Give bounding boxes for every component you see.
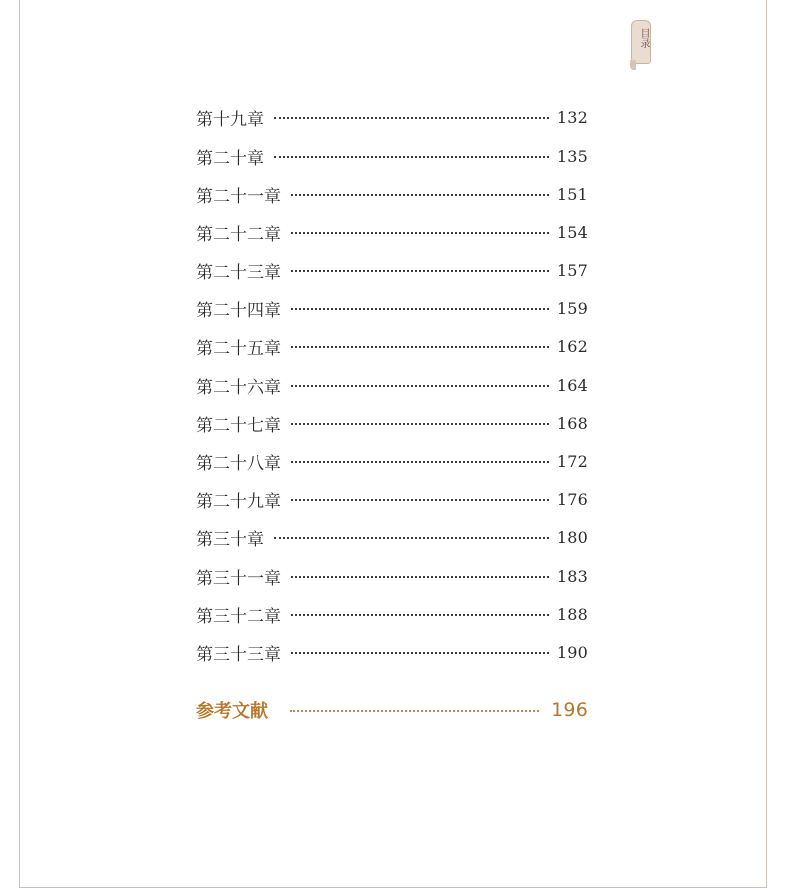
toc-entry[interactable] <box>196 446 588 476</box>
toc-entry-page: 183 <box>556 566 588 586</box>
toc-entry-page: 180 <box>556 527 588 547</box>
toc-entry[interactable] <box>196 141 588 171</box>
toc-entry-page: 132 <box>556 107 588 127</box>
bookmark-tab-label: 目录 <box>638 28 649 48</box>
dot-leader <box>291 650 549 654</box>
toc-entry[interactable] <box>196 637 588 667</box>
toc-entry-page: 162 <box>556 336 588 356</box>
toc-entry-title: 第三十章 <box>196 529 264 550</box>
toc-entry-page: 159 <box>556 298 588 318</box>
page-frame <box>19 0 767 888</box>
toc-entry-title: 第二十八章 <box>196 453 281 474</box>
dot-leader <box>274 154 549 158</box>
toc-entry-page: 164 <box>556 375 588 395</box>
toc-entry-page: 168 <box>556 413 588 433</box>
references-page: 196 <box>551 699 588 721</box>
bookmark-tab[interactable] <box>631 20 651 64</box>
dot-leader <box>291 268 549 272</box>
dot-leader <box>291 230 549 234</box>
dot-leader <box>291 306 549 310</box>
references-title: 参考文献 <box>196 701 268 722</box>
dot-leader <box>290 708 539 712</box>
dot-leader <box>274 115 549 119</box>
toc-entry[interactable] <box>196 408 588 438</box>
toc-entry[interactable] <box>196 370 588 400</box>
dot-leader <box>291 383 549 387</box>
toc-entry-page: 188 <box>556 604 588 624</box>
toc-entry[interactable] <box>196 599 588 629</box>
toc-entry-title: 第二十四章 <box>196 300 281 321</box>
toc-entry[interactable] <box>196 522 588 552</box>
toc-entry-title: 第二十六章 <box>196 377 281 398</box>
toc-entry-title: 第十九章 <box>196 109 264 130</box>
dot-leader <box>291 344 549 348</box>
toc-entry[interactable] <box>196 217 588 247</box>
dot-leader <box>274 535 549 539</box>
toc-entry-page: 151 <box>556 184 588 204</box>
toc-entry-page: 176 <box>556 489 588 509</box>
dot-leader <box>291 497 549 501</box>
toc-entry-title: 第三十三章 <box>196 644 281 665</box>
toc-entry-title: 第三十一章 <box>196 568 281 589</box>
toc-entry-page: 157 <box>556 260 588 280</box>
toc-entry[interactable] <box>196 179 588 209</box>
toc-entry[interactable] <box>196 561 588 591</box>
toc-entry-title: 第二十五章 <box>196 338 281 359</box>
toc-entry-references[interactable] <box>196 695 588 725</box>
toc-entry[interactable] <box>196 293 588 323</box>
dot-leader <box>291 421 549 425</box>
toc-entry-title: 第二十二章 <box>196 224 281 245</box>
toc-entry[interactable] <box>196 484 588 514</box>
toc-entry-page: 154 <box>556 222 588 242</box>
toc-entry-title: 第二十一章 <box>196 186 281 207</box>
toc-entry-page: 135 <box>556 146 588 166</box>
toc-entry-page: 190 <box>556 642 588 662</box>
dot-leader <box>291 612 549 616</box>
toc-entry-title: 第二十三章 <box>196 262 281 283</box>
toc-entry[interactable] <box>196 102 588 132</box>
dot-leader <box>291 192 549 196</box>
toc-entry-title: 第二十章 <box>196 148 264 169</box>
dot-leader <box>291 459 549 463</box>
toc-entry-title: 第二十九章 <box>196 491 281 512</box>
toc-entry[interactable] <box>196 255 588 285</box>
toc-entry[interactable] <box>196 331 588 361</box>
toc-entry-title: 第三十二章 <box>196 606 281 627</box>
toc-entry-page: 172 <box>556 451 588 471</box>
toc-entry-title: 第二十七章 <box>196 415 281 436</box>
dot-leader <box>291 574 549 578</box>
